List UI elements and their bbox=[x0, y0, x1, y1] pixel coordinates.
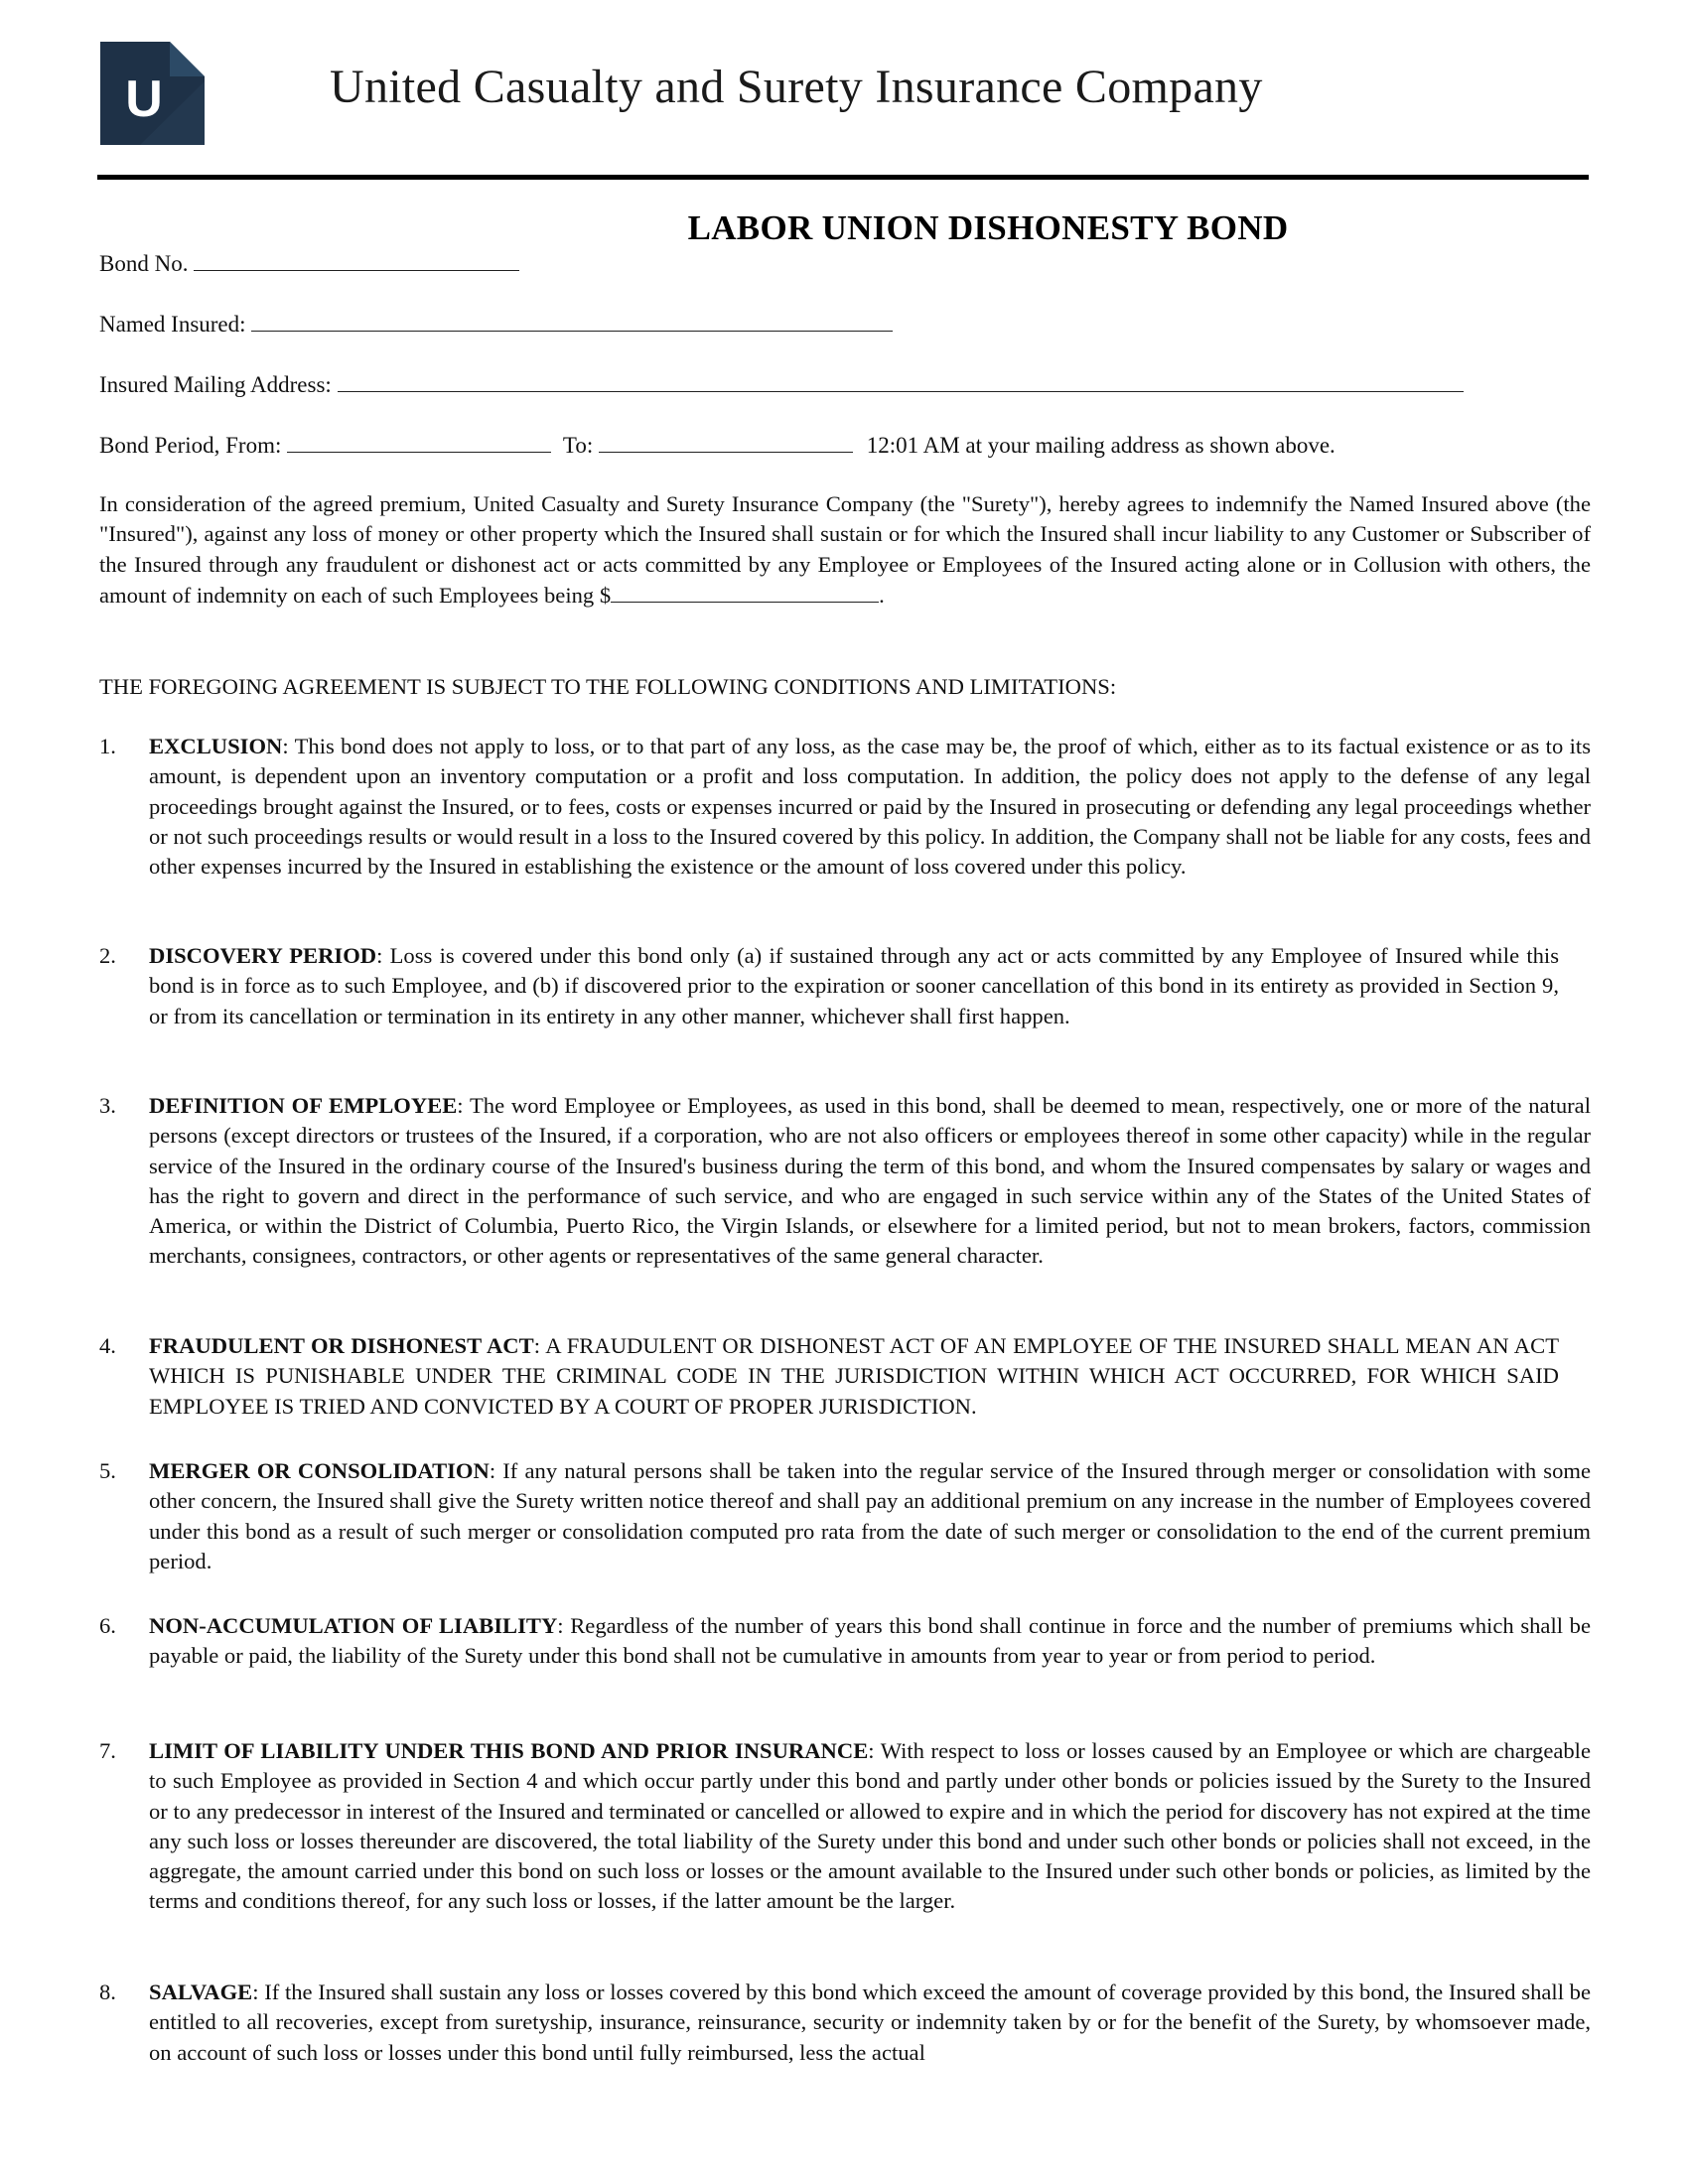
section-6-non-accumulation bbox=[0, 1611, 1688, 1672]
section-body bbox=[149, 941, 1559, 1031]
company-logo bbox=[100, 42, 205, 145]
named-insured-blank[interactable] bbox=[251, 309, 893, 332]
period-from-blank[interactable] bbox=[287, 430, 551, 453]
section-3-definition-of-employee bbox=[0, 1091, 1688, 1272]
section-heading: FRAUDULENT OR DISHONEST ACT bbox=[149, 1333, 534, 1358]
intro-paragraph bbox=[99, 489, 1591, 611]
section-body bbox=[149, 1611, 1591, 1672]
section-body bbox=[149, 1091, 1591, 1272]
section-heading: NON-ACCUMULATION OF LIABILITY bbox=[149, 1613, 558, 1638]
section-number: 7. bbox=[99, 1738, 116, 1763]
section-heading: MERGER OR CONSOLIDATION bbox=[149, 1458, 490, 1483]
bond-no-field bbox=[99, 248, 519, 279]
mailing-address-blank[interactable] bbox=[338, 369, 1464, 392]
section-heading: LIMIT OF LIABILITY UNDER THIS BOND AND PRIOR INSURANCE bbox=[149, 1738, 869, 1763]
period-from-label: Bond Period, From: bbox=[99, 433, 282, 458]
intro-amount-prefix: $ bbox=[599, 582, 612, 608]
section-text: : Regardless of the number of years this bond shall continue in force and the number of premiums which shall be payable or paid, the liability of the Surety under this bond shall not be cumulative in amounts from year to year or from period to period. bbox=[149, 1613, 1591, 1669]
section-body bbox=[149, 1978, 1591, 2068]
conditions-subject-line: THE FOREGOING AGREEMENT IS SUBJECT TO THE FOLLOWING CONDITIONS AND LIMITATIONS: bbox=[99, 674, 1117, 699]
section-number: 2. bbox=[99, 943, 116, 968]
bond-no-blank[interactable] bbox=[194, 248, 519, 271]
section-body bbox=[149, 732, 1591, 882]
section-heading: DISCOVERY PERIOD bbox=[149, 943, 377, 968]
logo-u-icon bbox=[100, 42, 205, 145]
section-number: 5. bbox=[99, 1458, 116, 1483]
section-2-discovery-period bbox=[0, 941, 1688, 1031]
period-to-label: To: bbox=[562, 433, 594, 458]
header-divider bbox=[97, 175, 1589, 180]
section-heading: DEFINITION OF EMPLOYEE bbox=[149, 1093, 458, 1118]
section-body bbox=[149, 1736, 1591, 1917]
section-number: 3. bbox=[99, 1093, 116, 1118]
section-heading: EXCLUSION bbox=[149, 734, 283, 758]
named-insured-field bbox=[99, 309, 893, 340]
company-name: United Casualty and Surety Insurance Company bbox=[330, 61, 1263, 113]
section-text: : With respect to loss or losses caused by an Employee or which are chargeable to such Employee as provided in Section 4 and which occur partly under this bond and partly under other bonds or policies issued by the Surety to the Insured or to any predecessor in interest of the Insured and terminated or cancelled or allowed to expire and in which the period for discovery has not expired at the time any such loss or losses thereunder are discovered, the total liability of the Surety under this bond and under such other bonds or policies shall not exceed, in the aggregate, the amount carried under this bond on such loss or losses or the amount available to the Insured under such other bonds or policies, as limited by the terms and conditions thereof, for any such loss or losses, if the latter amount be the larger. bbox=[149, 1738, 1591, 1914]
section-text: : The word Employee or Employees, as used in this bond, shall be deemed to mean, respectively, one or more of the natural persons (except directors or trustees of the Insured, if a corporation, who are not also officers or employees thereof in some other capacity) while in the regular service of the Insured in the ordinary course of the Insured's business during the term of this bond, and whom the Insured compensates by salary or wages and has the right to govern and direct in the performance of such service, and who are engaged in such service within any of the States of the United States of America, or within the District of Columbia, Puerto Rico, the Virgin Islands, or elsewhere for a limited period, but not to mean brokers, factors, commission merchants, consignees, contractors, or other agents or representatives of the same general character. bbox=[149, 1093, 1591, 1269]
section-8-salvage bbox=[0, 1978, 1688, 2068]
period-to-blank[interactable] bbox=[599, 430, 853, 453]
section-body bbox=[149, 1331, 1559, 1422]
section-number: 8. bbox=[99, 1979, 116, 2004]
section-text: : A FRAUDULENT OR DISHONEST ACT OF AN EMPLOYEE OF THE INSURED SHALL MEAN AN ACT WHICH IS PUNISHABLE UNDER THE CRIMINAL CODE IN THE JURISDICTION WITHIN WHICH ACT OCCURRED, FOR WHICH SAID EMPLOYEE IS TRIED AND CONVICTED BY A COURT OF PROPER JURISDICTION. bbox=[149, 1333, 1559, 1419]
section-7-limit-of-liability bbox=[0, 1736, 1688, 1917]
section-text: : If any natural persons shall be taken into the regular service of the Insured through merger or consolidation with some other concern, the Insured shall give the Surety written notice thereof and shall pay an additional premium on any increase in the number of Employees covered under this bond as a result of such merger or consolidation computed pro rata from the date of such merger or consolidation to the end of the current premium period. bbox=[149, 1458, 1591, 1573]
section-1-exclusion bbox=[0, 732, 1688, 882]
mailing-address-label: Insured Mailing Address: bbox=[99, 372, 332, 397]
mailing-address-field bbox=[99, 369, 1464, 400]
section-number: 4. bbox=[99, 1333, 116, 1358]
section-text: : If the Insured shall sustain any loss or losses covered by this bond which exceed the amount of coverage provided by this bond, the Insured shall be entitled to all recoveries, except from suretyship, insurance, reinsurance, security or indemnity taken by or for the benefit of the Surety, by whomsoever made, on account of such loss or losses under this bond until fully reimbursed, less the actual bbox=[149, 1979, 1591, 2065]
indemnity-amount-blank[interactable] bbox=[611, 580, 879, 603]
period-suffix: 12:01 AM at your mailing address as shown above. bbox=[866, 433, 1336, 458]
section-text: : This bond does not apply to loss, or to that part of any loss, as the case may be, the proof of which, either as to its factual existence or as to its amount, is dependent upon an inventory computation or a profit and loss computation. In addition, the policy does not apply to the defense of any legal proceedings brought against the Insured, or to fees, costs or expenses incurred or paid by the Insured in prosecuting or defending any legal proceedings whether or not such proceedings results or would result in a loss to the Insured covered by this policy. In addition, the Company shall not be liable for any costs, fees and other expenses incurred by the Insured in establishing the existence or the amount of loss covered under this policy. bbox=[149, 734, 1591, 880]
logo-letter: U bbox=[125, 70, 163, 128]
bond-period-field bbox=[99, 430, 1336, 461]
bond-no-label: Bond No. bbox=[99, 251, 189, 276]
named-insured-label: Named Insured: bbox=[99, 312, 246, 337]
section-4-fraudulent-act bbox=[0, 1331, 1688, 1422]
section-body bbox=[149, 1456, 1591, 1576]
section-number: 6. bbox=[99, 1613, 116, 1638]
section-5-merger-or-consolidation bbox=[0, 1456, 1688, 1576]
intro-amount-suffix: . bbox=[879, 582, 885, 608]
section-text: : Loss is covered under this bond only (a) if sustained through any act or acts committed by any Employee of Insured while this bond is in force as to such Employee, and (b) if discovered prior to the expiration or sooner cancellation of this bond in its entirety as provided in Section 9, or from its cancellation or termination in its entirety in any other manner, whichever shall first happen. bbox=[149, 943, 1559, 1028]
document-title: LABOR UNION DISHONESTY BOND bbox=[687, 208, 1289, 247]
section-number: 1. bbox=[99, 734, 116, 758]
intro-text: In consideration of the agreed premium, United Casualty and Surety Insurance Company (the "Surety"), hereby agrees to indemnify the Named Insured above (the "Insured"), against any loss of money or other property which the Insured shall sustain or for which the Insured shall incur liability to any Customer or Subscriber of the Insured through any fraudulent or dishonest act or acts committed by any Employee or Employees of the Insured acting alone or in Collusion with others, the amount of indemnity on each of such Employees being bbox=[99, 491, 1591, 608]
section-heading: SALVAGE bbox=[149, 1979, 253, 2004]
